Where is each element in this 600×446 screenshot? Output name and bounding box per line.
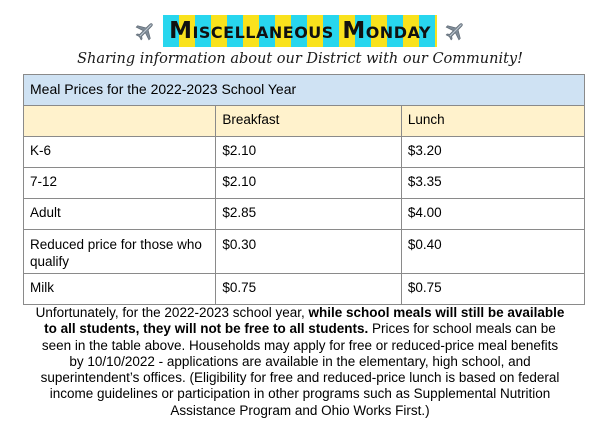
table-caption-row [24, 75, 585, 106]
table-row [24, 230, 585, 274]
meal-prices-table [23, 74, 585, 305]
column-header-lunch: Lunch [401, 106, 584, 137]
table-row [24, 137, 585, 168]
meal-info-paragraph [34, 305, 566, 419]
breakfast-price: $0.30 [216, 230, 402, 274]
header-banner [0, 14, 600, 48]
table-row [24, 199, 585, 230]
row-label: Reduced price for those who qualify [24, 230, 216, 274]
row-label: 7-12 [24, 168, 216, 199]
breakfast-price: $2.10 [216, 168, 402, 199]
table-row [24, 168, 585, 199]
breakfast-price: $2.10 [216, 137, 402, 168]
column-header-empty [24, 106, 216, 137]
lunch-price: $4.00 [401, 199, 584, 230]
lunch-price: $0.40 [401, 230, 584, 274]
airplane-icon [133, 19, 157, 43]
subtitle: Sharing information about our District with our Community! [77, 51, 523, 67]
row-label: Milk [24, 274, 216, 305]
airplane-icon [443, 19, 467, 43]
breakfast-price: $0.75 [216, 274, 402, 305]
breakfast-price: $2.85 [216, 199, 402, 230]
table-row [24, 274, 585, 305]
table-caption: Meal Prices for the 2022-2023 School Year [24, 75, 585, 106]
row-label: K-6 [24, 137, 216, 168]
column-header-breakfast: Breakfast [216, 106, 402, 137]
row-label: Adult [24, 199, 216, 230]
paragraph-details: Prices for school meals can be seen in the table above. Households may apply for free or reduced-price meal benefits by 10/10/2022 - applications are available in the elementary, high school, and superintendent’s offices. (Eligibility for free and reduced-price lunch is based on federal income guidelines or participation in other programs such as Supplemental Nutrition Assistance Program and Ohio Works First.) [40, 321, 560, 418]
lunch-price: $3.35 [401, 168, 584, 199]
lunch-price: $3.20 [401, 137, 584, 168]
table-header-row [24, 106, 585, 137]
lunch-price: $0.75 [401, 274, 584, 305]
paragraph-emphasis: while school meals will still be available to all students, they will not be free to all students. [44, 305, 565, 337]
paragraph-intro: Unfortunately, for the 2022-2023 school year, [35, 305, 309, 320]
page-title: Miscellaneous Monday [163, 15, 437, 47]
